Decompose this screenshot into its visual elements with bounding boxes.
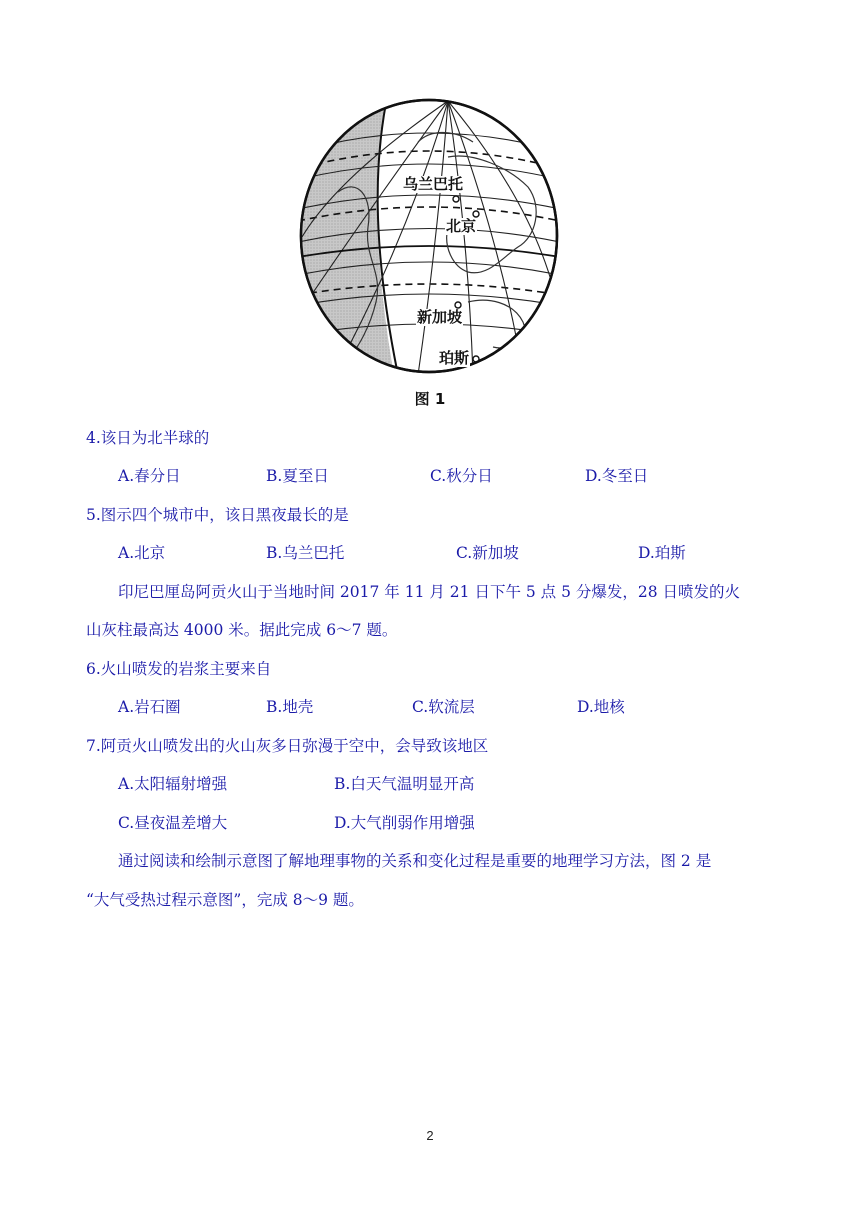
passage-1-line-1: 印尼巴厘岛阿贡火山于当地时间 2017 年 11 月 21 日下午 5 点 5 分爆发，28 日喷发的火 bbox=[118, 583, 741, 601]
question-7-option-a: A.太阳辐射增强 bbox=[118, 775, 228, 793]
passage-2-line-2: “大气受热过程示意图”，完成 8～9 题。 bbox=[86, 891, 364, 909]
question-6-option-c: C.软流层 bbox=[412, 698, 475, 716]
question-6-option-b: B.地壳 bbox=[266, 698, 314, 716]
question-6-stem: 6.火山喷发的岩浆主要来自 bbox=[86, 660, 272, 678]
city-label-singapore: 新加坡 bbox=[417, 308, 463, 326]
question-5-option-b: B.乌兰巴托 bbox=[266, 544, 345, 562]
globe-figure bbox=[298, 97, 560, 375]
figure-caption: 图 1 bbox=[414, 390, 446, 408]
city-label-perth: 珀斯 bbox=[439, 349, 470, 367]
globe-illustration bbox=[298, 97, 560, 375]
page-number: 2 bbox=[426, 1128, 434, 1143]
question-4-option-d: D.冬至日 bbox=[585, 467, 649, 485]
question-6-option-d: D.地核 bbox=[577, 698, 625, 716]
question-5-option-c: C.新加坡 bbox=[456, 544, 519, 562]
question-4-option-a: A.春分日 bbox=[118, 467, 181, 485]
question-5-option-d: D.珀斯 bbox=[638, 544, 686, 562]
question-5-option-a: A.北京 bbox=[118, 544, 166, 562]
question-4-option-c: C.秋分日 bbox=[430, 467, 493, 485]
question-4-stem: 4.该日为北半球的 bbox=[86, 429, 210, 447]
passage-2-line-1: 通过阅读和绘制示意图了解地理事物的关系和变化过程是重要的地理学习方法，图 2 是 bbox=[118, 852, 712, 870]
question-6-option-a: A.岩石圈 bbox=[118, 698, 181, 716]
question-4-option-b: B.夏至日 bbox=[266, 467, 329, 485]
passage-1-line-2: 山灰柱最高达 4000 米。据此完成 6～7 题。 bbox=[86, 621, 398, 639]
question-7-option-b: B.白天气温明显开高 bbox=[334, 775, 475, 793]
question-7-stem: 7.阿贡火山喷发出的火山灰多日弥漫于空中，会导致该地区 bbox=[86, 737, 489, 755]
question-7-option-c: C.昼夜温差增大 bbox=[118, 814, 228, 832]
city-label-ulaanbaatar: 乌兰巴托 bbox=[403, 175, 464, 193]
city-label-beijing: 北京 bbox=[446, 217, 477, 235]
question-5-stem: 5.图示四个城市中，该日黑夜最长的是 bbox=[86, 506, 349, 524]
question-7-option-d: D.大气削弱作用增强 bbox=[334, 814, 475, 832]
